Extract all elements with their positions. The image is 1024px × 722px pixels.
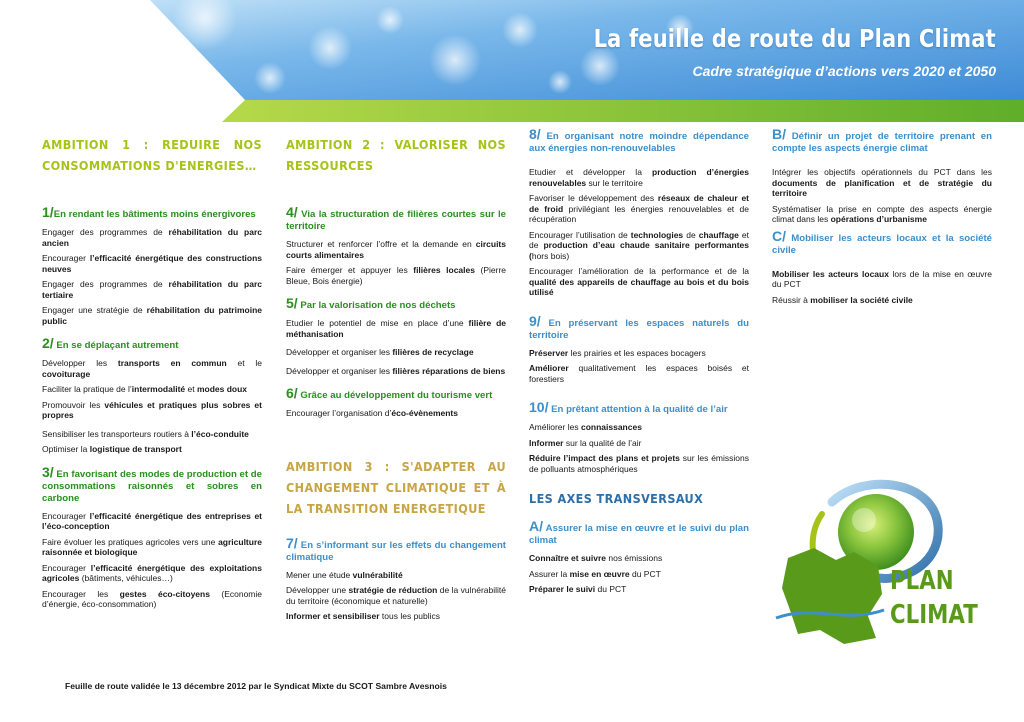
list-item: Améliorer les connaissances — [529, 422, 642, 432]
list-item: Encourager l’amélioration de la performance et de la qualité des appareils de chauffage au bois et du bois utilisé — [529, 266, 749, 297]
section-number: 2/ — [42, 335, 54, 351]
section-number: A/ — [529, 518, 543, 534]
section-A-heading — [529, 520, 749, 547]
ambition-1-heading: AMBITION 1 : REDUIRE NOS CONSOMMATIONS D'ENERGIES… — [42, 137, 262, 173]
section-number: 7/ — [286, 534, 298, 551]
section-8-heading — [529, 128, 749, 155]
section-title: En organisant notre moindre dépendance aux énergies non-renouvelables — [529, 131, 749, 154]
section-2-heading — [42, 337, 262, 352]
section-number: 4/ — [286, 204, 298, 220]
section-title: En se déplaçant autrement — [56, 340, 179, 351]
list-item: Promouvoir les véhicules et pratiques plus sobres et propres — [42, 399, 262, 420]
section-title: En favorisant des modes de production et de consommations raisonnés et sobres en carbone — [42, 468, 262, 504]
section-number: 1/ — [42, 204, 54, 220]
list-item: Optimiser la logistique de transport — [42, 444, 182, 454]
plan-climat-logo — [774, 478, 994, 648]
list-item: Faire émerger et appuyer les filières locales (Pierre Bleue, Bois énergie) — [286, 265, 506, 286]
column-ambition-1 — [42, 128, 262, 615]
list-item: Développer et organiser les filières réparations de biens — [286, 365, 506, 376]
section-B-heading — [772, 128, 992, 155]
header-banner — [0, 0, 1024, 122]
section-7-heading — [286, 534, 506, 564]
section-number: 5/ — [286, 295, 298, 311]
column-sections-8-10 — [529, 128, 749, 600]
section-6-heading — [286, 387, 506, 402]
section-title: En rendant les bâtiments moins énergivores — [53, 209, 256, 220]
logo-word-climat: CLIMAT — [890, 600, 978, 630]
list-item: Faire évoluer les pratiques agricoles vers une agriculture raisonnée et biologique — [42, 536, 262, 557]
list-item: Sensibiliser les transporteurs routiers à l’éco-conduite — [42, 428, 249, 439]
list-item: Engager une stratégie de réhabilitation du patrimoine public — [42, 305, 262, 326]
section-number: 8/ — [529, 126, 541, 142]
list-item: Réussir à mobiliser la société civile — [772, 294, 913, 305]
page-subtitle: Cadre stratégique d’actions vers 2020 et 2050 — [692, 63, 996, 79]
section-number: 6/ — [286, 385, 298, 401]
list-item: Encourager l’utilisation de technologies de chauffage et de production d’eau chaude sanitaire performantes (hors bois) — [529, 229, 750, 261]
list-item: Encourager l’efficacité énergétique des exploitations agricoles (bâtiments, véhicules…) — [42, 562, 262, 583]
list-item: Structurer et renforcer l’offre et la demande en circuits courts alimentaires — [286, 239, 506, 260]
page-title: La feuille de route du Plan Climat — [593, 24, 996, 53]
list-item: Etudier le potentiel de mise en place d’une filière de méthanisation — [286, 318, 506, 339]
list-item: Favoriser le développement des réseaux de chaleur et de froid privilégiant les énergies renouvelables et de récupération — [529, 193, 749, 224]
section-title: Via la structuration de filières courtes sur le territoire — [286, 209, 506, 232]
list-item: Mobiliser les acteurs locaux lors de la mise en œuvre du PCT — [772, 268, 992, 289]
list-item: Engager des programmes de réhabilitation du parc ancien — [42, 227, 262, 248]
section-3-heading — [42, 463, 262, 505]
list-item: Engager des programmes de réhabilitation du parc tertiaire — [42, 279, 262, 300]
section-title: En prêtant attention à la qualité de l’air — [551, 404, 728, 415]
section-4-heading — [286, 206, 506, 233]
section-number: 9/ — [529, 312, 541, 329]
section-title: Mobiliser les acteurs locaux et la société civile — [772, 232, 993, 256]
section-title: Définir un projet de territoire prenant en compte les aspects énergie climat — [772, 131, 992, 154]
list-item: Etudier et développer la production d’énergies renouvelables sur le territoire — [529, 167, 749, 188]
section-title: En s’informant sur les effets du changement climatique — [286, 539, 506, 563]
section-number: 3/ — [42, 463, 54, 480]
list-item: Préparer le suivi du PCT — [529, 584, 627, 594]
section-number: C/ — [772, 227, 786, 244]
list-item: Connaître et suivre nos émissions — [529, 553, 663, 563]
ambition-2-heading: AMBITION 2 : VALORISER NOS RESSOURCES — [286, 137, 506, 173]
column-ambition-2-3 — [286, 128, 506, 627]
list-item: Intégrer les objectifs opérationnels du PCT dans les documents de planification et de stratégie du territoire — [772, 167, 992, 198]
list-item: Mener une étude vulnérabilité — [286, 569, 403, 580]
list-item: Encourager l’efficacité énergétique des entreprises et l’éco-conception — [42, 510, 263, 531]
list-item: Améliorer qualitativement les espaces boisés et forestiers — [529, 363, 749, 384]
banner-graphic — [0, 0, 1024, 122]
list-item: Développer une stratégie de réduction de la vulnérabilité du territoire (économique et naturelle) — [286, 585, 506, 606]
list-item: Réduire l’impact des plans et projets sur les émissions de polluants atmosphériques — [529, 453, 749, 474]
list-item: Encourager les gestes éco-citoyens (Economie d’énergie, éco-consommation) — [42, 588, 262, 609]
section-10-heading — [529, 401, 749, 416]
list-item: Préserver les prairies et les espaces bocagers — [529, 347, 706, 358]
list-item: Assurer la mise en œuvre du PCT — [529, 568, 661, 579]
section-C-heading — [772, 227, 993, 257]
list-item: Encourager l’organisation d’éco-évènements — [286, 408, 458, 418]
column-sections-B-C — [772, 128, 992, 310]
ambition-3-heading: AMBITION 3 : S'ADAPTER AU CHANGEMENT CLIMATIQUE ET À LA TRANSITION ENERGETIQUE — [286, 458, 506, 516]
list-item: Systématiser la prise en compte des aspects énergie climat dans les opérations d’urbanisme — [772, 203, 992, 224]
list-item: Informer sur la qualité de l’air — [529, 437, 642, 448]
list-item: Faciliter la pratique de l’intermodalité et modes doux — [42, 384, 248, 394]
section-title: Par la valorisation de nos déchets — [300, 300, 456, 311]
footer-note: Feuille de route validée le 13 décembre 2012 par le Syndicat Mixte du SCOT Sambre Avesnois — [65, 681, 447, 691]
section-5-heading — [286, 297, 506, 312]
list-item: Informer et sensibiliser tous les publics — [286, 611, 441, 621]
section-number: B/ — [772, 126, 786, 142]
section-number: 10/ — [529, 399, 549, 415]
list-item: Encourager l’efficacité énergétique des constructions neuves — [42, 253, 262, 274]
section-1-heading — [42, 206, 262, 221]
list-item: Développer et organiser les filières de recyclage — [286, 347, 474, 357]
section-9-heading — [529, 312, 749, 342]
section-title: Assurer la mise en œuvre et le suivi du plan climat — [529, 523, 749, 546]
logo-word-plan: PLAN — [890, 566, 954, 596]
section-title: Grâce au développement du tourisme vert — [300, 390, 493, 401]
list-item: Développer les transports en commun et le covoiturage — [42, 358, 262, 379]
transversal-axes-heading: LES AXES TRANSVERSAUX — [529, 491, 704, 506]
section-title: En préservant les espaces naturels du territoire — [529, 317, 749, 341]
